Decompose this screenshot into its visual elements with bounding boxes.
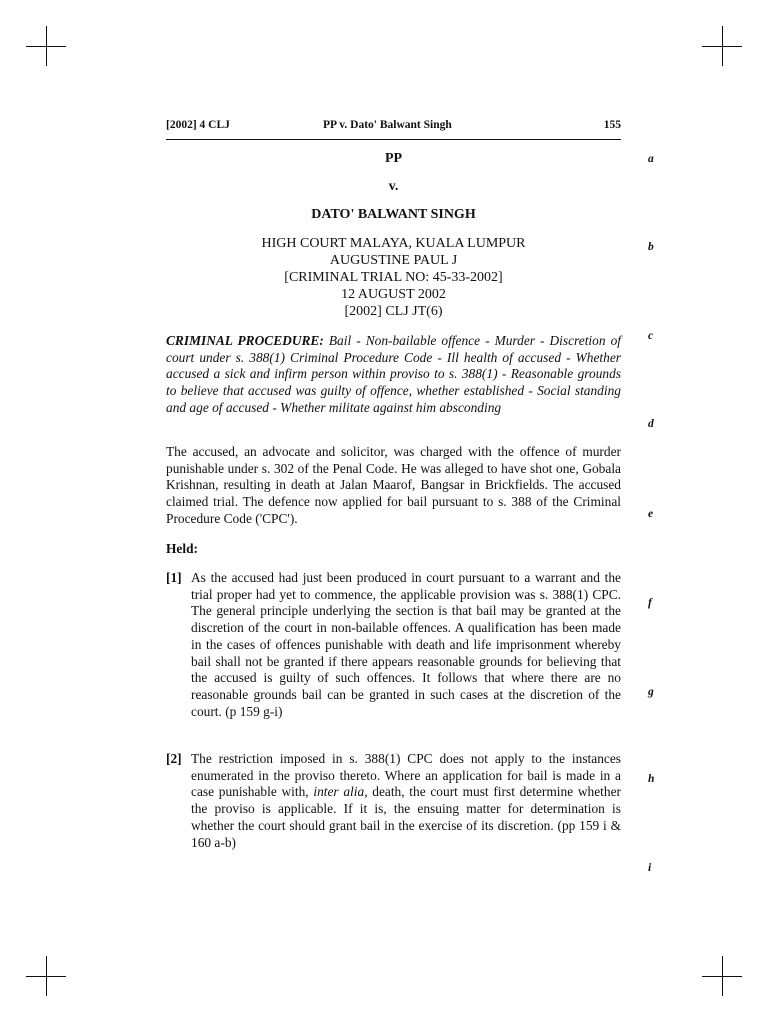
held-item-2-number: [2] bbox=[166, 751, 182, 766]
header-rule bbox=[166, 139, 621, 140]
court-name: HIGH COURT MALAYA, KUALA LUMPUR bbox=[261, 236, 526, 251]
margin-letter-h: h bbox=[648, 773, 655, 785]
margin-letter-g: g bbox=[648, 686, 654, 698]
held-item-2-text-part2: , death, the court must first determine whether the proviso is applicable. If it is, the ensuing matter for determination is whether the court should grant bail in the exercise of its discretion. (pp 159 i & 160 a-b) bbox=[191, 784, 621, 850]
court-case-number: [CRIMINAL TRIAL NO: 45-33-2002] bbox=[284, 270, 503, 285]
held-item-2-text-part1: The restriction imposed in s. 388(1) CPC does not apply to the instances enumerated in the proviso thereto. Where an application for bail is made in a case punishable with, bbox=[191, 751, 621, 800]
held-item-2 bbox=[166, 751, 621, 851]
party-plaintiff: PP bbox=[384, 151, 403, 166]
held-item-2-italic: inter alia bbox=[313, 784, 365, 800]
held-item-1-text: As the accused had just been produced in court pursuant to a warrant and the trial proper had yet to commence, the applicable provision was s. 388(1) CPC. The general principle underlying the section is that bail may be granted at the discretion of the court in non-bailable offences. A qualification has been made in the cases of offences punishable with death and life imprisonment whereby bail shall not be granted if there appears reasonable grounds for believing that the accused is guilty of such offences. It follows that where there are no reasonable grounds bail can be granted in such cases at the discretion of the court. (p 159 g-i) bbox=[191, 570, 621, 719]
margin-letter-e: e bbox=[648, 508, 654, 520]
crop-mark-bottom-left-v bbox=[46, 956, 47, 996]
margin-letter-c: c bbox=[648, 330, 654, 342]
header-citation: [2002] 4 CLJ bbox=[166, 119, 230, 131]
margin-letter-a: a bbox=[648, 153, 654, 165]
held-item-2-text bbox=[191, 751, 621, 851]
margin-letter-b: b bbox=[648, 241, 654, 253]
court-date: 12 AUGUST 2002 bbox=[341, 287, 446, 302]
catchwords bbox=[166, 333, 621, 417]
header-case-title: PP v. Dato' Balwant Singh bbox=[323, 119, 452, 131]
margin-letter-d: d bbox=[648, 418, 654, 430]
party-defendant: DATO' BALWANT SINGH bbox=[311, 207, 476, 222]
held-heading: Held: bbox=[166, 541, 198, 556]
party-versus: v. bbox=[388, 179, 399, 194]
court-judge: AUGUSTINE PAUL J bbox=[329, 253, 458, 268]
case-summary: The accused, an advocate and solicitor, was charged with the offence of murder punishable under s. 302 of the Penal Code. He was alleged to have shot one, Gobala Krishnan, resulting in death at Jalan Maarof, Bangsar in Brickfields. The accused claimed trial. The defence now applied for bail pursuant to s. 388 of the Criminal Procedure Code ('CPC'). bbox=[166, 444, 621, 526]
crop-mark-top-left-v bbox=[46, 26, 47, 66]
held-item-1-number: [1] bbox=[166, 570, 182, 585]
catchwords-heading: CRIMINAL PROCEDURE: bbox=[166, 333, 324, 348]
crop-mark-bottom-right-v bbox=[722, 956, 723, 996]
running-header bbox=[166, 119, 621, 137]
margin-letter-f: f bbox=[648, 597, 652, 609]
held-item-1 bbox=[166, 570, 621, 720]
court-report-citation: [2002] CLJ JT(6) bbox=[344, 304, 443, 319]
header-page-number: 155 bbox=[603, 119, 621, 131]
margin-letter-i: i bbox=[648, 862, 652, 874]
catchwords-text: Bail - Non-bailable offence - Murder - Discretion of court under s. 388(1) Criminal Procedure Code - Ill health of accused - Whether accused a sick and infirm person within proviso to s. 388(1) - Reasonable grounds to believe that accused was guilty of offence, whether established - Social standing and age of accused - Whether militate against him absconding bbox=[166, 333, 621, 415]
crop-mark-top-right-v bbox=[722, 26, 723, 66]
